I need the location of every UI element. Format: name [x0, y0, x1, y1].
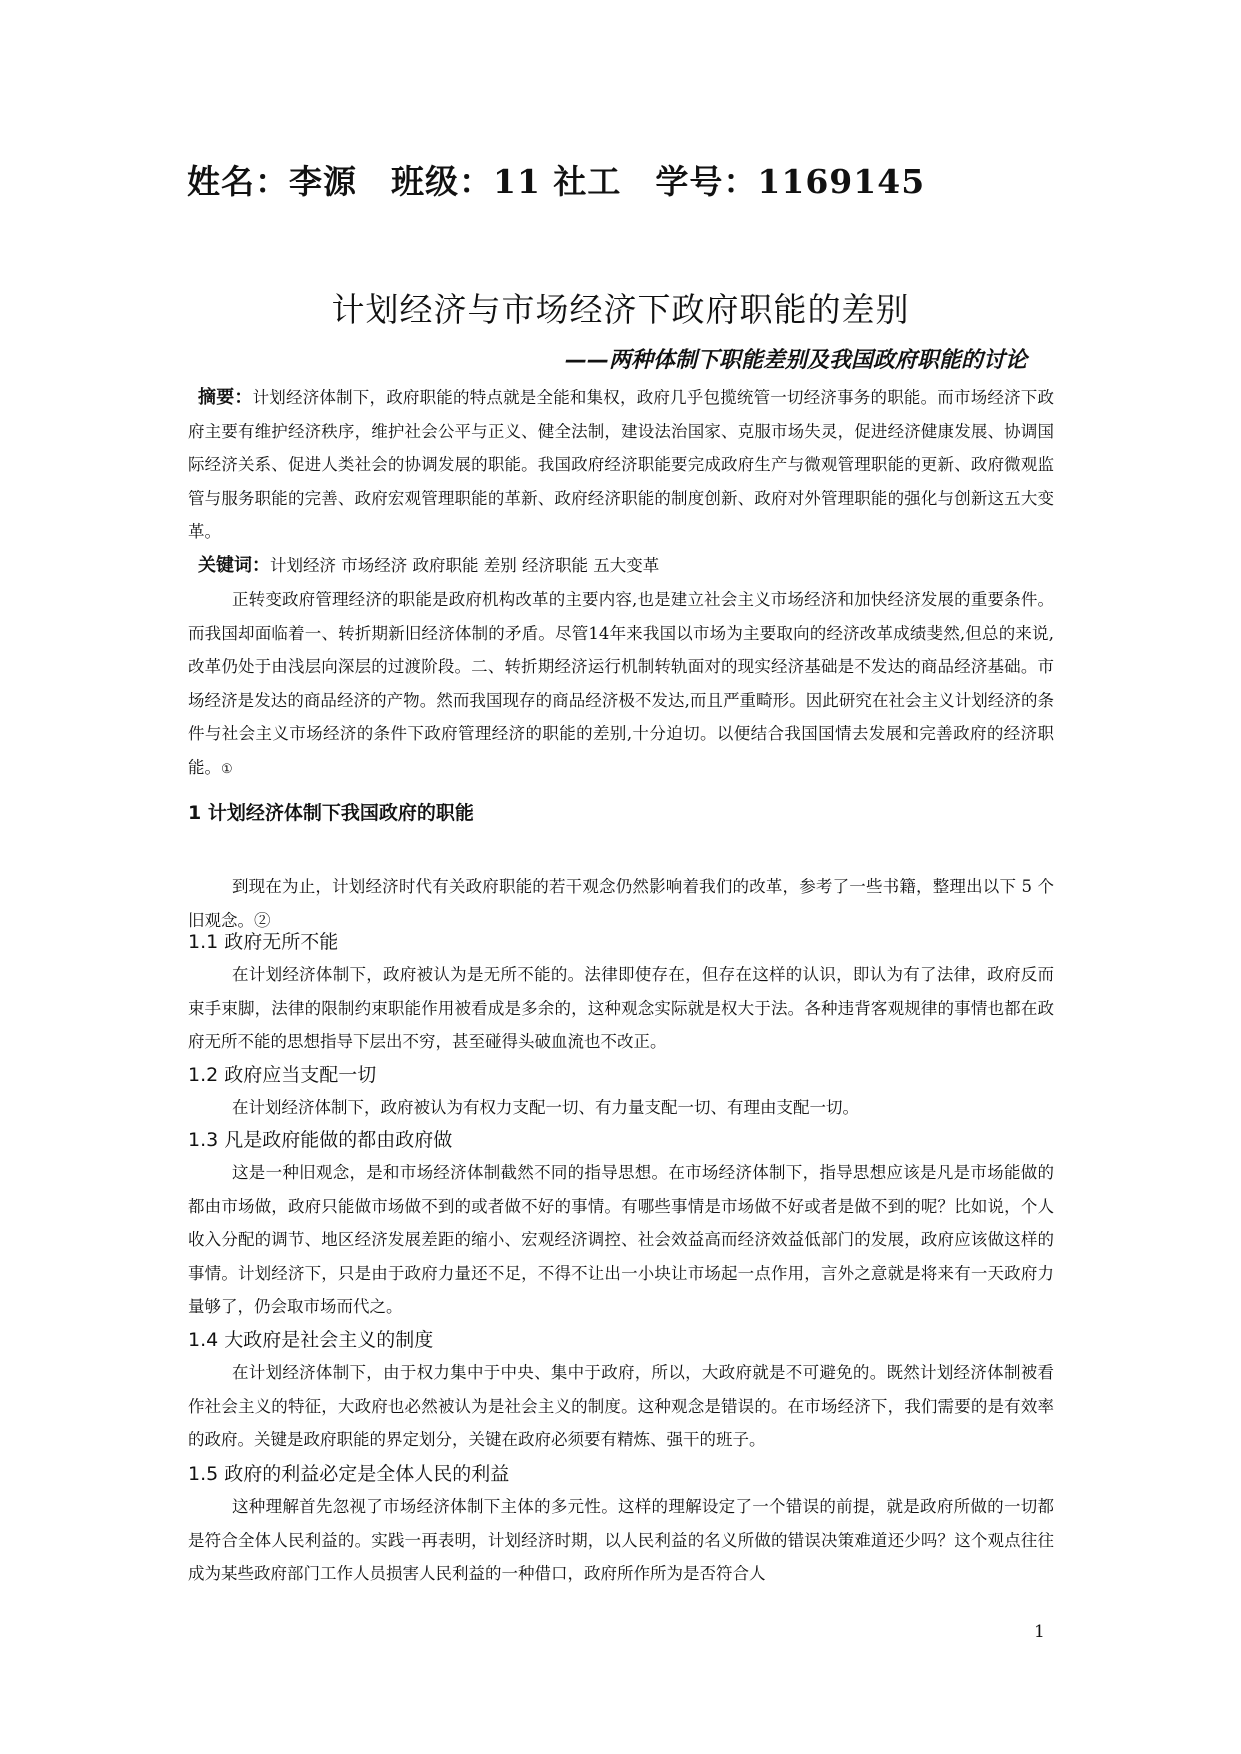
keywords-line: [188, 549, 1054, 583]
section-1-text: 到现在为止，计划经济时代有关政府职能的若干观念仍然影响着我们的改革，参考了一些书籍，整理出以下 5 个旧观念。②: [188, 877, 1054, 930]
subsection-1-5-heading: 1.5 政府的利益必定是全体人民的利益: [188, 1463, 510, 1485]
subsection-1-4-text: 在计划经济体制下，由于权力集中于中央、集中于政府，所以，大政府就是不可避免的。既然计划经济体制被看作社会主义的特征，大政府也必然被认为是社会主义的制度。这种观念是错误的。在市场经济下，我们需要的是有效率的政府。关键是政府职能的界定划分，关键在政府必须要有精炼、强干的班子。: [188, 1363, 1054, 1450]
subsection-1-2-heading: 1.2 政府应当支配一切: [188, 1064, 377, 1086]
abstract-text: 计划经济体制下，政府职能的特点就是全能和集权，政府几乎包揽统管一切经济事务的职能。而市场经济下政府主要有维护经济秩序，维护社会公平与正义、健全法制，建设法治国家、克服市场失灵，促进经济健康发展、协调国际经济关系、促进人类社会的协调发展的职能。我国政府经济职能要完成政府生产与微观管理职能的更新、政府微观监管与服务职能的完善、政府宏观管理职能的革新、政府经济职能的制度创新、政府对外管理职能的强化与创新这五大变革。: [188, 388, 1055, 542]
intro-paragraph: [188, 583, 1054, 787]
footnote-marker: ①: [221, 761, 233, 777]
subsection-1-2-paragraph: [188, 1091, 1054, 1125]
student-info-header: [187, 160, 959, 204]
subsection-1-3-text: 这是一种旧观念，是和市场经济体制截然不同的指导思想。在市场经济体制下，指导思想应该是凡是市场能做的都由市场做，政府只能做市场做不到的或者做不好的事情。有哪些事情是市场做不好或者是做不到的呢？比如说，个人收入分配的调节、地区经济发展差距的缩小、宏观经济调控、社会效益高而经济效益低部门的发展，政府应该做这样的事情。计划经济下，只是由于政府力量还不足，不得不让出一小块让市场起一点作用，言外之意就是将来有一天政府力量够了，仍会取市场而代之。: [188, 1163, 1054, 1317]
subsection-1-3-heading: 1.3 凡是政府能做的都由政府做: [188, 1129, 453, 1151]
paper-title: 计划经济与市场经济下政府职能的差别: [331, 290, 910, 329]
subsection-1-4-paragraph: [188, 1356, 1054, 1457]
intro-text: 正转变政府管理经济的职能是政府机构改革的主要内容,也是建立社会主义市场经济和加快经济发展的重要条件。而我国却面临着一、转折期新旧经济体制的矛盾。尽管14年来我国以市场为主要取向的经济改革成绩斐然,但总的来说,改革仍处于由浅层向深层的过渡阶段。二、转折期经济运行机制转轨面对的现实经济基础是不发达的商品经济基础。市场经济是发达的商品经济的产物。然而我国现存的商品经济极不发达,而且严重畸形。因此研究在社会主义计划经济的条件与社会主义市场经济的条件下政府管理经济的职能的差别,十分迫切。以便结合我国国情去发展和完善政府的经济职能。: [188, 590, 1054, 777]
paper-subtitle: ——两种体制下职能差别及我国政府职能的讨论: [564, 348, 1027, 373]
student-id: 学号：1169145: [655, 162, 926, 201]
subsection-1-1-paragraph: [188, 958, 1054, 1059]
subsection-1-2-text: 在计划经济体制下，政府被认为有权力支配一切、有力量支配一切、有理由支配一切。: [232, 1098, 859, 1117]
keywords-text: 计划经济 市场经济 政府职能 差别 经济职能 五大变革: [270, 556, 660, 575]
subsection-1-3-paragraph: [188, 1156, 1054, 1324]
subsection-1-5-paragraph: [188, 1490, 1054, 1591]
student-class: 班级：11 社工: [391, 162, 622, 201]
page-number: 1: [1034, 1622, 1045, 1642]
subsection-1-1-heading: 1.1 政府无所不能: [188, 931, 339, 953]
subsection-1-5-text: 这种理解首先忽视了市场经济体制下主体的多元性。这样的理解设定了一个错误的前提，就是政府所做的一切都是符合全体人民利益的。实践一再表明，计划经济时期，以人民利益的名义所做的错误决策难道还少吗？这个观点往往成为某些政府部门工作人员损害人民利益的一种借口，政府所作所为是否符合人: [188, 1497, 1054, 1584]
abstract-label: 摘要：: [198, 387, 253, 408]
student-name: 姓名：李源: [187, 162, 357, 201]
subsection-1-4-heading: 1.4 大政府是社会主义的制度: [188, 1329, 434, 1351]
abstract-paragraph: [188, 381, 1054, 549]
section-1-heading: 1 计划经济体制下我国政府的职能: [188, 802, 474, 824]
subsection-1-1-text: 在计划经济体制下，政府被认为是无所不能的。法律即使存在，但存在这样的认识，即认为有了法律，政府反而束手束脚，法律的限制约束职能作用被看成是多余的，这种观念实际就是权大于法。各种违背客观规律的事情也都在政府无所不能的思想指导下层出不穷，甚至碰得头破血流也不改正。: [188, 965, 1054, 1052]
keywords-label: 关键词：: [198, 555, 270, 576]
